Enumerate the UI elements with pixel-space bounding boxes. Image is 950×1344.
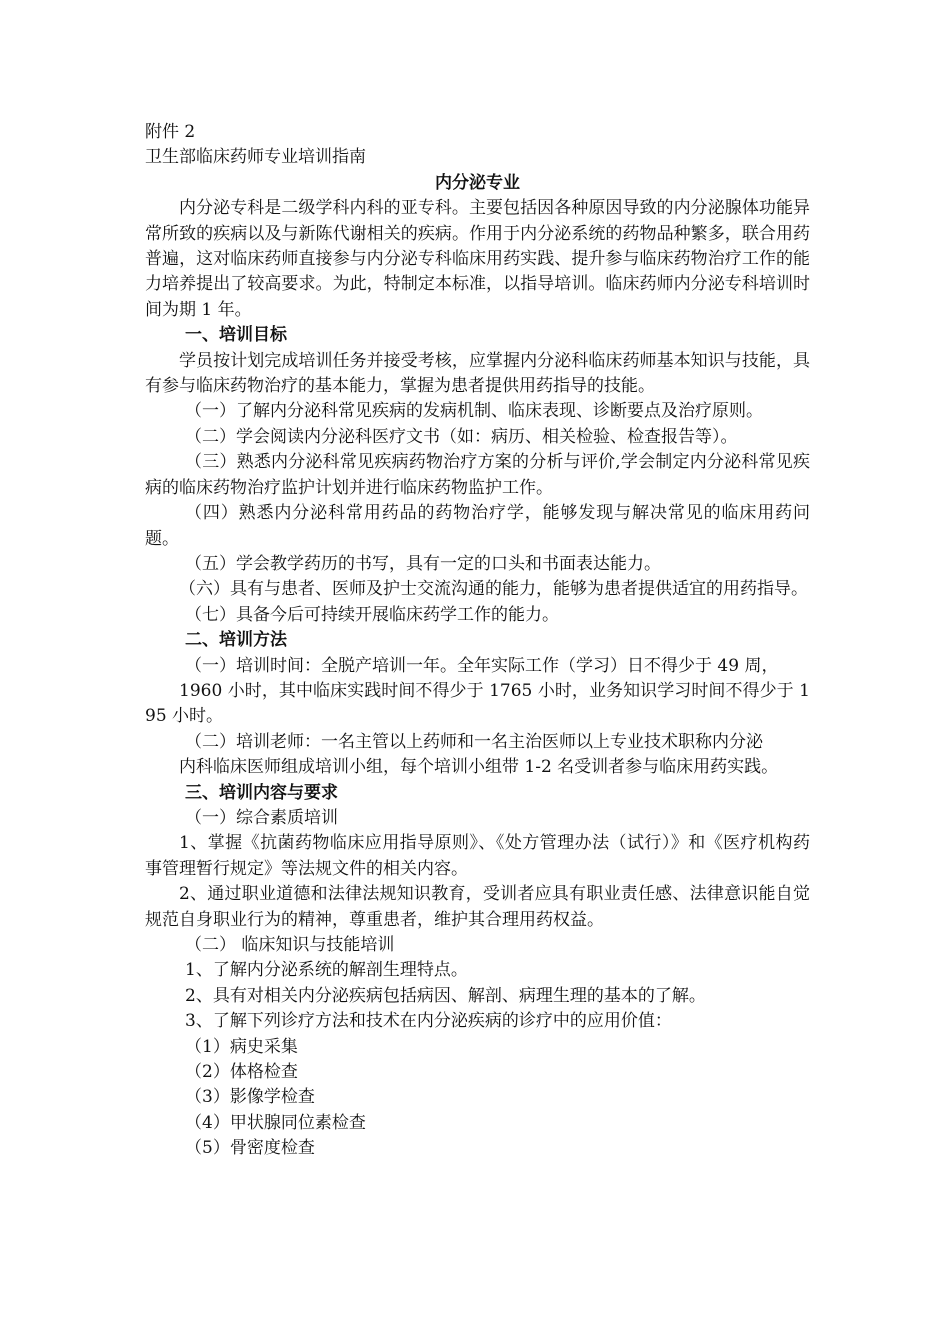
method-item-5: （5）骨密度检查 (185, 1138, 315, 1159)
method-item-1: （1）病史采集 (185, 1036, 298, 1057)
clinical-knowledge-item-2: 2、具有对相关内分泌疾病包括病因、解剖、病理生理的基本的了解。 (185, 985, 706, 1006)
training-time-line-1: （一）培训时间：全脱产培训一年。全年实际工作（学习）日不得少于 49 周， (185, 655, 779, 676)
training-teacher-line-2: 内科临床医师组成培训小组，每个培训小组带 1-2 名受训者参与临床用药实践。 (179, 757, 779, 778)
clinical-knowledge-item-3: 3、了解下列诊疗方法和技术在内分泌疾病的诊疗中的应用价值： (185, 1011, 672, 1032)
method-item-2: （2）体格检查 (185, 1062, 298, 1083)
method-item-4: （4）甲状腺同位素检查 (185, 1112, 366, 1133)
section-heading-goals: 一、培训目标 (185, 325, 287, 346)
attachment-label: 附件 2 (145, 122, 196, 142)
general-quality-item-2: 2、通过职业道德和法律法规知识教育，受训者应具有职业责任感、法律意识能自觉规范自身职业行为的精神，尊重患者，维护其合理用药权益。 (145, 884, 810, 930)
document-subtitle: 卫生部临床药师专业培训指南 (145, 147, 366, 168)
training-teacher-line-1: （二）培训老师：一名主管以上药师和一名主治医师以上专业技术职称内分泌 (185, 731, 763, 752)
goal-item-7: （七）具备今后可持续开展临床药学工作的能力。 (185, 604, 559, 625)
goal-item-5: （五）学会教学药历的书写，具有一定的口头和书面表达能力。 (185, 553, 661, 574)
document-page (145, 120, 810, 1162)
general-quality-item-1: 1、掌握《抗菌药物临床应用指导原则》、《处方管理办法（试行）》和《医疗机构药事管理暂行规定》等法规文件的相关内容。 (145, 833, 810, 879)
goal-item-1: （一）了解内分泌科常见疾病的发病机制、临床表现、诊断要点及治疗原则。 (185, 401, 763, 422)
clinical-knowledge-item-1: 1、了解内分泌系统的解剖生理特点。 (185, 960, 468, 981)
goals-lead-paragraph: 学员按计划完成培训任务并接受考核，应掌握内分泌科临床药师基本知识与技能，具有参与临床药物治疗的基本能力，掌握为患者提供用药指导的技能。 (145, 350, 810, 397)
goal-item-4: （四）熟悉内分泌科常用药品的药物治疗学，能够发现与解决常见的临床用药问题。 (145, 503, 810, 549)
document-title: 内分泌专业 (435, 172, 520, 193)
method-item-3: （3）影像学检查 (185, 1087, 315, 1108)
subsection-clinical-knowledge: （二） 临床知识与技能培训 (185, 935, 395, 955)
goal-item-3: （三）熟悉内分泌科常见疾病药物治疗方案的分析与评价,学会制定内分泌科常见疾病的临床药物治疗监护计划并进行临床药物监护工作。 (145, 452, 810, 498)
goal-item-6: （六）具有与患者、医师及护士交流沟通的能力，能够为患者提供适宜的用药指导。 (179, 579, 808, 600)
section-heading-methods: 二、培训方法 (185, 630, 287, 651)
goal-item-2: （二）学会阅读内分泌科医疗文书（如：病历、相关检验、检查报告等）。 (185, 426, 738, 447)
training-time-line-2: 1960 小时，其中临床实践时间不得少于 1765 小时，业务知识学习时间不得少于 195 小时。 (145, 680, 810, 727)
subsection-general-quality: （一）综合素质培训 (185, 807, 338, 828)
section-heading-content: 三、培训内容与要求 (185, 782, 338, 803)
intro-paragraph: 内分泌专科是二级学科内科的亚专科。主要包括因各种原因导致的内分泌腺体功能异常所致的疾病以及与新陈代谢相关的疾病。作用于内分泌系统的药物品种繁多，联合用药普遍，这对临床药师直接参与内分泌专科临床用药实践、提升参与临床药物治疗工作的能力培养提出了较高要求。为此，特制定本标准，以指导培训。临床药师内分泌专科培训时间为期 1 年。 (145, 198, 810, 320)
